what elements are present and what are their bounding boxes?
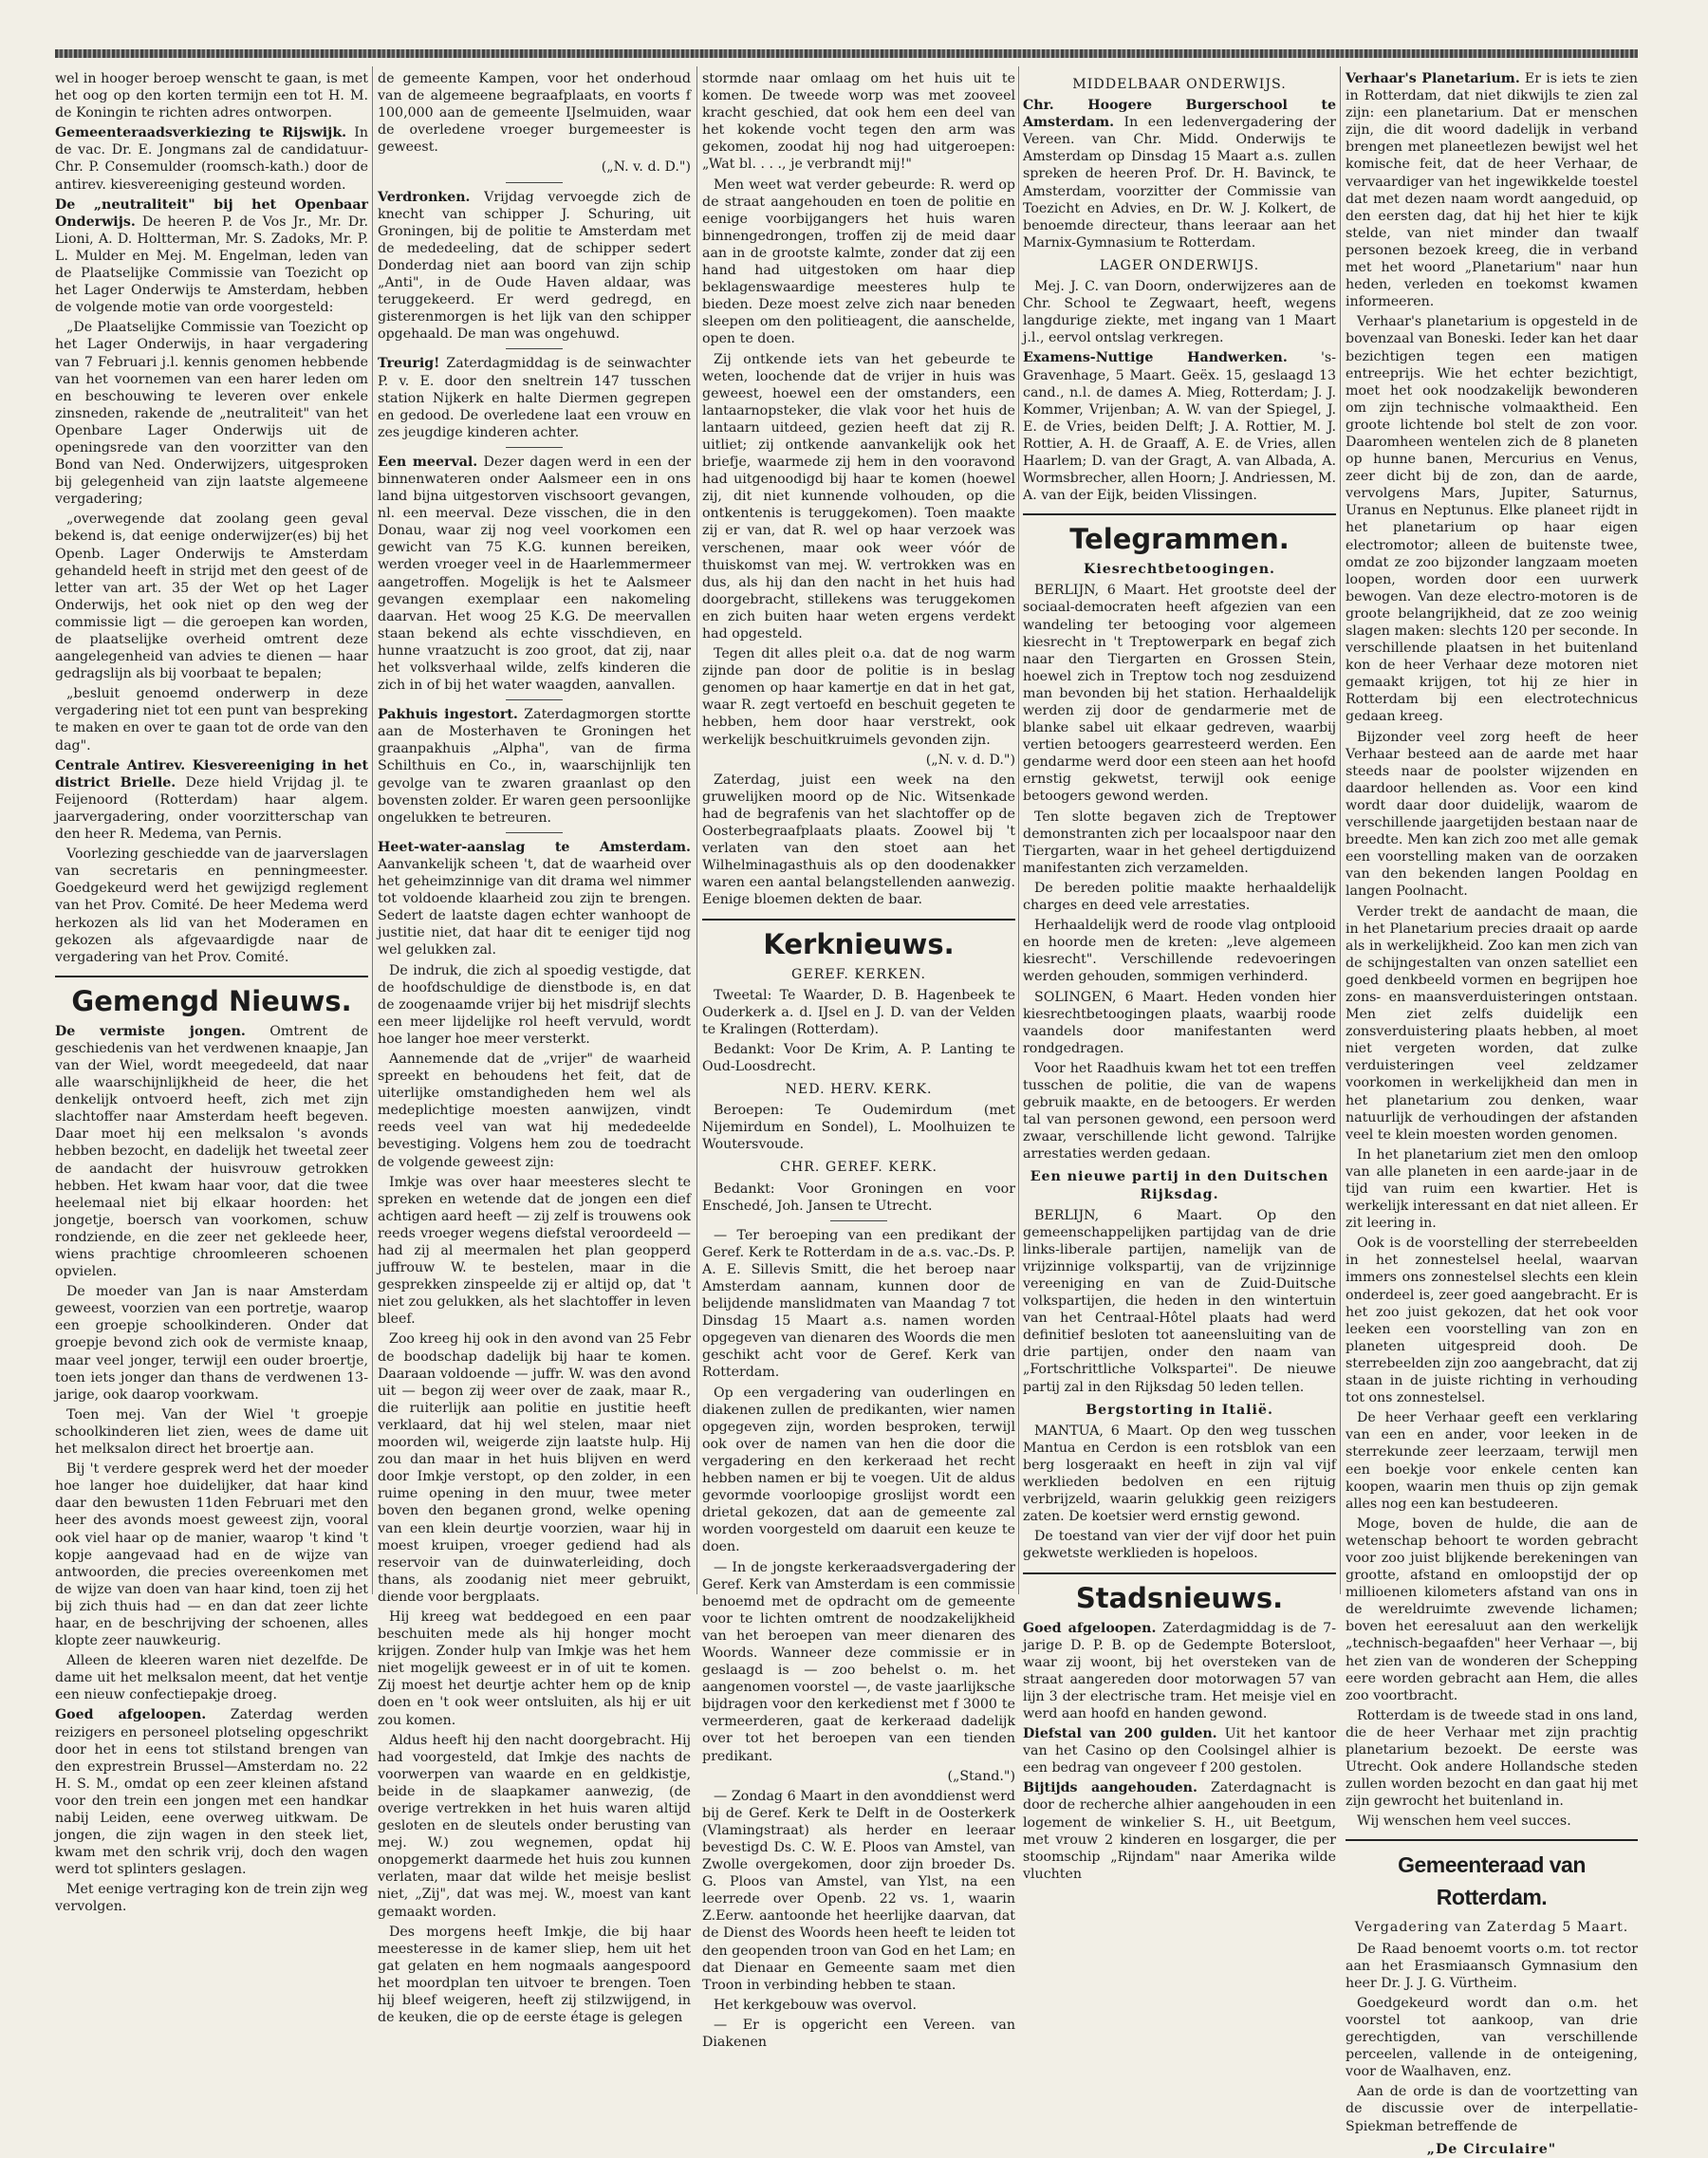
article-heading: Chr. Hoogere Burgerschool te Amsterdam. bbox=[1023, 98, 1336, 131]
article-text: Zaterdag werden reizigers en personeel plotseling opgeschrikt door het in eens tot stilstand brengen van den exprestrein Brussel—Amsterdam no. 22 H. S. M., omdat op een zeer kleinen afstand voor den trein een jongen met een handkar nabij Leiden, eene overweg uitkwam. De jongen, die zijn wagen in den steek liet, kwam met den schrik vrij, doch den wagen werd tot splinters geslagen. bbox=[55, 1707, 369, 1878]
subsection-heading: Een nieuwe partij in den Duitschen Rijksdag. bbox=[1030, 1169, 1329, 1202]
separator bbox=[506, 699, 563, 700]
column-5 bbox=[1346, 70, 1639, 2157]
paragraph: Toen mej. Van der Wiel 't groepje schoolkinderen liet zien, wees de dame uit het melksalon direct het broertje aan. bbox=[55, 1406, 368, 1458]
paragraph: Verder trekt de aandacht de maan, die in het Planetarium precies draait op aarde als in werkelijkheid. Zoo kan men zich van de schijngestalten van onzen satelliet een goed denkbeeld vormen en begrijpen hoe zons- en maansverduisteringen ontstaan. Men ziet zelfs duidelijk een zonsverduistering plaats hebben, al moet niet vergeten worden, dat zulke verduisteringen veel zeldzamer voorkomen in werkelijkheid dan men in het planetarium zou denken, waar natuurlijk de verhoudingen der afstanden veel te klein moesten worden genomen. bbox=[1346, 903, 1638, 1143]
paragraph: de gemeente Kampen, voor het onderhoud van de algemeene begraafplaats, en voorts f 100,000 aan de gemeente IJselmuiden, waar de overledene vroeger burgemeester is geweest. bbox=[378, 71, 691, 156]
subsection-heading: MIDDELBAAR ONDERWIJS. bbox=[1072, 77, 1287, 92]
article-diefstal bbox=[1023, 1725, 1336, 1777]
article-heading: Goed afgeloopen. bbox=[55, 1707, 207, 1723]
section-title-kerknieuws: Kerknieuws. bbox=[763, 927, 955, 960]
paragraph: — Er is opgericht een Vereen. van Diakenen bbox=[702, 2017, 1015, 2051]
paragraph: Des morgens heeft Imkje, die bij haar meesteresse in de kamer sliep, hem uit het gat gelaten en hem nogmaals aangespoord het moordplan ten uitvoer te brengen. Toen hij bleef weigeren, heeft zij stilzwijgend, in de keuken, die op de eerste étage is gelegen bbox=[378, 1924, 691, 2026]
paragraph: — Zondag 6 Maart in den avonddienst werd bij de Geref. Kerk te Delft in de Oosterkerk (Vlamingstraat) als herder en leeraar bevestigd Ds. C. W. E. Ploos van Amstel, van Zwolle overgekomen, door zijn broeder Ds. G. Ploos van Amstel, van Ylst, na een leerrede over Openb. 22 vs. 1, waarin Z.Eerw. aantoonde het heerlijke daarvan, dat de Dienst des Woords heen heeft te leiden tot den geopenden troon van God en het Lam; en dat Dienaar en Gemeente saam met dien Troon in verbinding hebben te staan. bbox=[702, 1788, 1015, 1993]
paragraph: Met eenige vertraging kon de trein zijn weg vervolgen. bbox=[55, 1882, 368, 1915]
meeting-date: Vergadering van Zaterdag 5 Maart. bbox=[1354, 1920, 1629, 1936]
article-heading: Gemeenteraadsverkiezing te Rijswijk. bbox=[55, 125, 347, 141]
article-text: Zaterdagmiddag is de seinwachter P. v. E. door den sneltrein 147 tusschen station Nijkerk en halte Diermen gegrepen en gedood. De overledene laat een vrouw en zes jeugdige kinderen achter. bbox=[378, 356, 691, 440]
article-heading: Een meerval. bbox=[378, 454, 478, 470]
article-brielle bbox=[55, 757, 368, 843]
paragraph: Men weet wat verder gebeurde: R. werd op de straat aangehouden en toen de politie en eenige voorbijgangers het huis waren binnengedrongen, troffen zij de meid daar aan in de grootste kalmte, zonder dat zij een hand had uitgestoken om haar diep beklagenswaardige meesteres hulp te bieden. Deze moest zelve zich naar beneden sleepen om den politieagent, die aanschelde, open te doen. bbox=[702, 177, 1015, 347]
column-2 bbox=[378, 70, 691, 2026]
section-title-telegrammen: Telegrammen. bbox=[1069, 523, 1290, 556]
paragraph: Ten slotte begaven zich de Treptower demonstranten zich per locaalspoor naar den Tiergarten, waar in het geheel dertigduizend manifestanten zich verzamelden. bbox=[1023, 809, 1336, 876]
paragraph: Zoo kreeg hij ook in den avond van 25 Febr de boodschap dadelijk bij haar te komen. Daaraan voldoende — juffr. W. was den avond uit — begon zij weer over de zaak, maar R., die ruiterlijk aan politie en justitie heeft verklaard, dat hij wel stelen, maar niet moorden wil, weigerde zijn laatste hulp. Hij zou dan maar in het huis blijven en werd door Imkje verstopt, op den zolder, in een ruime opening in den muur, twee meter boven den beganen grond, welke opening van een klein deurtje voorzien, waar hij in moest kruipen, vroeger gediend had als reservoir van de duinwaterleiding, doch thans, als zoodanig niet meer gebruikt, diende voor bergplaats. bbox=[378, 1331, 691, 1605]
column-divider bbox=[1018, 66, 1019, 1594]
article-heading: Diefstal van 200 gulden. bbox=[1023, 1726, 1217, 1742]
article-treurig bbox=[378, 355, 691, 440]
paragraph: Zaterdag, juist een week na den gruwelijken moord op de Nic. Witsenkade had de begrafenis van het slachtoffer op de Oosterbegraafplaats plaats. Zoowel bij 't verlaten van den stoet aan het Wilhelminagasthuis als op den doodenakker waren een aantal belangstellenden aanwezig. Eenige bloemen dekten de baar. bbox=[702, 772, 1015, 908]
article-planetarium bbox=[1346, 70, 1638, 310]
subsection-heading: Kiesrechtbetoogingen. bbox=[1084, 562, 1275, 578]
paragraph: De bereden politie maakte herhaaldelijk charges en deed vele arrestaties. bbox=[1023, 880, 1336, 914]
article-text: Zaterdagnacht is door de recherche alhier aangehouden in een logement de winkelier S. H., uit Beetgum, met vrouw 2 kinderen en losgarger, die per stoomschip „Rijndam" naar Amerika wilde vluchten bbox=[1023, 1780, 1336, 1882]
paragraph: Moge, boven de hulde, die aan de wetenschap behoort te worden gebracht voor zoo juist blijkende berekeningen van grootte, afstand en omloopstijd der op millioenen kilometers afstand van ons in de wereldruimte zwevende lichamen; boven het eeresaluut aan den werkelijk „technisch-begaafden" heer Verhaar —, bij het zien van de wonderen der Schepping eere worden gebracht aan Hem, die alles zoo voortbracht. bbox=[1346, 1516, 1638, 1703]
article-heading: Verdronken. bbox=[378, 189, 471, 205]
top-border bbox=[55, 49, 1638, 58]
paragraph: MANTUA, 6 Maart. Op den weg tusschen Mantua en Cerdon is een rotsblok van een berg losgeraakt en heeft in zijn val vijf werklieden bedolven en een rijtuig verbrijzeld, waarin gelukkig geen reizigers zaten. De koetsier werd ernstig gewond. bbox=[1023, 1423, 1336, 1525]
column-1 bbox=[55, 70, 369, 1915]
paragraph: Tegen dit alles pleit o.a. dat de nog warm zijnde pan door de politie is in beslag genomen op haar kamertje en dat in het gat, waar R. zegt vertoefd en beschuit gegeten te hebben, hem door haar verstrekt, ook werkelijk beschuitkruimels gevonden zijn. bbox=[702, 646, 1015, 748]
column-divider bbox=[1340, 66, 1341, 1594]
paragraph: stormde naar omlaag om het huis uit te komen. De tweede worp was met zooveel kracht geschied, dat ook hem een deel van het kokende vocht tegen den arm was gekomen, zoodat hij nog had uitgeroepen: „Wat bl. . . ., je verbrandt mij!" bbox=[702, 71, 1015, 173]
source-attribution: („N. v. d. D.") bbox=[925, 752, 1015, 768]
article-heading: De „neutraliteit" bij het Openbaar Onderwijs. bbox=[55, 196, 368, 230]
paragraph: Aan de orde is dan de voortzetting van de discussie over de interpellatie-Spiekman betreffende de bbox=[1346, 2084, 1638, 2134]
paragraph: Voor het Raadhuis kwam het tot een treffen tusschen de politie, die van de wapens gebruik maakte, en de betoogers. Er werden tal van personen gewond, een persoon werd zwaar, verschillende licht gewond. Talrijke arrestaties werden gedaan. bbox=[1023, 1060, 1336, 1163]
paragraph: Rotterdam is de tweede stad in ons land, die de heer Verhaar met zijn prachtig planetarium bezoekt. De eerste was Utrecht. Ook andere Hollandsche steden zullen worden bezocht en dan gaat hij met zijn gewrocht het buitenland in. bbox=[1346, 1707, 1638, 1810]
paragraph: Verhaar's planetarium is opgesteld in de bovenzaal van Boneski. Ieder kan het daar bezichtigen tegen een matigen entreeprijs. Wie het echter bezichtigt, moet het ook noodzakelijk bewonderen om zijn technische volmaaktheid. Een groote lichtende bol stelt de zon voor. Daaromheen wentelen zich de 8 planeten op hunne banen, Mercurius en Venus, zeer dicht bij de zon, dan de aarde, vervolgens Mars, Jupiter, Saturnus, Uranus en Neptunus. Elke planeet rijdt in het planetarium op haar eigen electromotor; alleen de buitenste twee, omdat ze zoo bijzonder langzaam moeten loopen, worden door een uurwerk bewogen. Van deze electro-motoren is de groote belangrijkheid, dat ze zoo weinig slagen maken: slechts 120 per seconde. In verschillende plaatsen in het buitenland kon de heer Verhaar deze motoren niet gemaakt krijgen, tot hij ze hier in Rotterdam bij een electrotechnicus gedaan kreeg. bbox=[1346, 314, 1638, 725]
article-heet-water-aanslag bbox=[378, 839, 691, 959]
section-rule bbox=[1023, 513, 1336, 515]
article-rijswijk bbox=[55, 124, 368, 193]
article-heading: Pakhuis ingestort. bbox=[378, 707, 518, 723]
paragraph: — In de jongste kerkeraadsvergadering der Geref. Kerk van Amsterdam is een commissie benoemd met de opdracht om de gemeente voor te lichten omtrent de noodzakelijkheid van het beroepen van meer dienaren des Woords. Wanneer deze commissie er in geslaagd is — zoo behelst o. m. het aangenomen voorstel —, de vaste jaarlijksche bijdragen voor den kerkedienst met f 3000 te vermeerderen, gaat de kerkeraad dadelijk over tot het beroepen van een tienden predikant. bbox=[702, 1559, 1015, 1764]
paragraph: De Raad benoemt voorts o.m. tot rector aan het Erasmiaansch Gymnasium den heer Dr. J. J. G. Vürtheim. bbox=[1346, 1941, 1638, 1991]
subsection-heading: GEREF. KERKEN. bbox=[791, 966, 926, 982]
article-heading: Verhaar's Planetarium. bbox=[1346, 71, 1520, 86]
paragraph: Op een vergadering van ouderlingen en diakenen zullen de predikanten, wier namen opgegeven zijn, worden besproken, terwijl ook over de namen van hen die door die vergadering en den kerkeraad het recht hebben namen er bij te voegen. Uit de aldus gevormde voorloopige groslijst wordt een drietal gekozen, dat aan de gemeente zal worden voorgesteld om daaruit een keuze te doen. bbox=[702, 1385, 1015, 1555]
paragraph: In het planetarium ziet men den omloop van alle planeten in een aarde-jaar in de tijd van ruim een kwartier. Het is werkelijk interessant en dat niet alleen. Er zit leering in. bbox=[1346, 1146, 1638, 1232]
column-4 bbox=[1023, 70, 1336, 1882]
section-title-gemeenteraad: Gemeenteraad van Rotterdam. bbox=[1398, 1852, 1586, 1910]
paragraph: De moeder van Jan is naar Amsterdam geweest, voorzien van een portretje, waarop een groepje schoolkinderen. Onder dat groepje bevond zich ook de vermiste knaap, maar veel jonger, terwijl een ouder broertje, toen iets jonger dan thans de verdwenen 13-jarige, ook daarop voorkwam. bbox=[55, 1284, 368, 1403]
article-heading: Bijtijds aangehouden. bbox=[1023, 1780, 1197, 1796]
article-heading: Centrale Antirev. Kiesvereeniging in het district Brielle. bbox=[55, 757, 368, 791]
article-neutraliteit bbox=[55, 196, 368, 317]
column-3 bbox=[702, 70, 1015, 2051]
paragraph: Zij ontkende iets van het gebeurde te weten, loochende dat de vrijer in huis was geweest, hoewel een der omstanders, een lantaarnopsteker, die vlak voor het huis de lantaarn uitdeed, gezien heeft dat zij R. uitliet; zij ontkende aanvankelijk ook het briefje, waarmede zij hem in den vooravond had uitgenoodigd bij haar te komen (hoewel zij, dit niet kunnende volhouden, op die ontkentenis is teruggekomen). Toen maakte zij er van, dat R. wel op haar verzoek was verschenen, maar ook weer vóór de thuiskomst van mej. W. vertrokken was en dus, als hij dan den nacht in het huis had doorgebracht, stillekens was teruggekomen en zich buiten haar weten ergens verdekt had opgesteld. bbox=[702, 351, 1015, 642]
article-pakhuis bbox=[378, 706, 691, 827]
paragraph: — Ter beroeping van een predikant der Geref. Kerk te Rotterdam in de a.s. vac.-Ds. P. A. E. Sillevis Smitt, die het beroep naar Amsterdam aannam, kunnen door de belijdende manslidmaten van Maandag 7 tot Dinsdag 15 Maart a.s. namen worden opgegeven van dienaren des Woords die men geschikt acht voor de Geref. Kerk van Rotterdam. bbox=[702, 1227, 1015, 1381]
section-rule bbox=[1023, 1572, 1336, 1574]
article-bijtijds bbox=[1023, 1779, 1336, 1883]
paragraph: Alleen de kleeren waren niet dezelfde. De dame uit het melksalon meent, dat het ventje een nieuw confectiepakje droeg. bbox=[55, 1653, 368, 1703]
subsection-heading: LAGER ONDERWIJS. bbox=[1099, 257, 1260, 273]
section-rule bbox=[1346, 1839, 1638, 1841]
paragraph: Bijzonder veel zorg heeft de heer Verhaar besteed aan de aarde met haar steeds naar de poolster wijzenden en daardoor hellenden as. Voor een kind wordt daar door duidelijk, waarom de verschillende jaargetijden bestaan naar de breedte. Men kan zich zoo met alle gemak een voorstelling maken van de oorzaken van den bekenden langen Pooldag en langen Poolnacht. bbox=[1346, 729, 1638, 900]
article-text: Uit het kantoor van het Casino op den Coolsingel alhier is een bedrag van ongeveer f 200 gestolen. bbox=[1023, 1726, 1336, 1777]
subsection-heading: Bergstorting in Italië. bbox=[1086, 1402, 1273, 1418]
section-rule bbox=[55, 976, 368, 977]
article-heading: Treurig! bbox=[378, 356, 440, 372]
separator bbox=[506, 447, 563, 448]
paragraph: Beroepen: Te Oudemirdum (met Nijemirdum en Sondel), L. Moolhuizen te Woutersvoude. bbox=[702, 1103, 1015, 1153]
paragraph: Hij kreeg wat beddegoed en een paar beschuiten mede als hij honger mocht krijgen. Zonder hulp van Imkje was het hem niet mogelijk geweest er in of uit te komen. Zij moest het deurtje achter hem op de knip doen en 't ook weer ontsluiten, als hij er uit zou komen. bbox=[378, 1609, 691, 1728]
article-verdronken bbox=[378, 189, 691, 344]
article-text: Aanvankelijk scheen 't, dat de waarheid over het geheimzinnige van dit drama wel nimmer tot voldoende klaarheid zou zijn te brengen. Sedert de laatste dagen echter wanhoopt de justitie niet, dat haar dit te eeniger tijd nog wel gelukken zal. bbox=[378, 856, 691, 958]
paragraph: Bij 't verdere gesprek werd het der moeder hoe langer hoe duidelijker, dat haar kind daar den bewusten 11den Februari met den heer des avonds moest geweest zijn, vooral ook viel haar op de manier, waarop 't kind 't kopje aangevaad had en de wijze van antwoorden, die precies overeenkomen met de wijze van doen van haar kind, toen zij het bij zich thuis had — en dan dat zeer lichte haar, en de beschrijving der schoenen, alles klopte zeer nauwkeurig. bbox=[55, 1461, 368, 1649]
separator bbox=[830, 1220, 887, 1221]
paragraph: Tweetal: Te Waarder, D. B. Hagenbeek te Ouderkerk a. d. IJsel en J. D. van der Velden te Kralingen (Rotterdam). bbox=[702, 987, 1015, 1037]
paragraph: De heer Verhaar geeft een verklaring van een en ander, voor leeken in de sterrekunde zeer leerzaam, terwijl men een boekje voor enkele centen kan koopen, waarin men thuis op zijn gemak alles nog een kan bestudeeren. bbox=[1346, 1410, 1638, 1512]
paragraph: BERLIJN, 6 Maart. Het grootste deel der sociaal-democraten heeft afgezien van een wandeling ter betooging voor algemeen kiesrecht in 't Treptowerpark en begaf zich naar den Tiergarten en Grossen Stein, hoewel zich in Treptow toch nog zesduizend man bevonden bij het station. Herhaaldelijk werden zij door de gendarmerie met de blanke sabel uit elkaar gedreven, waarbij vertien betoogers gearresteerd werden. Een gendarme werd door een steen aan het hoofd ernstig gekwetst, terwijl ook eenige betoogers gewond werden. bbox=[1023, 583, 1336, 805]
article-text: In de vac. Dr. E. Jongmans zal de candidatuur-Chr. P. Consemulder (roomsch-kath.) door de antirev. kiesvereeniging gesteund worden. bbox=[55, 125, 368, 193]
article-text: De heeren P. de Vos Jr., Mr. Dr. Lioni, A. D. Holtterman, Mr. S. Zadoks, Mr. P. L. Mulder en Mej. M. Engelman, leden van de Plaatselijke Commissie van Toezicht op het Lager Onderwijs te Amsterdam, hebben de volgende motie van orde voorgesteld: bbox=[55, 214, 368, 316]
article-text: Er is iets te zien in Rotterdam, dat niet dikwijls te zien zal zijn: een planetarium. Dat er menschen zijn, die dit woord dadelijk in verband brengen met planeetlezen bewijst wel het komische feit, dat de heer Verhaar, de vervaardiger van het ingewikkelde toestel dat met dezen naam wordt aangeduid, op den eersten dag, dat hij het hier te kijk stelde, van niet minder dan twaalf personen bezoek kreeg, die in verband met het woord „Planetarium" naar hun heden, verleden en toekomst kwamen informeeren. bbox=[1346, 71, 1639, 310]
column-divider bbox=[696, 66, 697, 1594]
separator bbox=[506, 182, 563, 183]
paragraph: Voorlezing geschiedde van de jaarverslagen van secretaris en penningmeester. Goedgekeurd werd het gewijzigd reglement van het Prov. Comité. De heer Medema werd herkozen als lid van het Moderamen en gekozen als afgevaardigde naar de vergadering van het Prov. Comité. bbox=[55, 846, 368, 965]
subsection-heading: CHR. GEREF. KERK. bbox=[779, 1160, 938, 1176]
column-divider bbox=[372, 66, 373, 1594]
separator bbox=[506, 348, 563, 349]
paragraph: „overwegende dat zoolang geen geval bekend is, dat eenige onderwijzer(es) bij het Openb. Lager Onderwijs te Amsterdam gehandeld heeft in strijd met den geest of de letter van art. 35 der Wet op het Lager Onderwijs, het ook niet op den weg der commissie ligt — die geroepen kan worden, de plaatselijke overheid omtrent deze aangelegenheid van advies te dienen — haar gedragslijn als bij voorbaat te bepalen; bbox=[55, 512, 368, 682]
article-text: Zaterdagmiddag is de 7-jarige D. P. B. op de Gedempte Botersloot, waar zij woont, bij het oversteken van de straat aangereden door motorwagen 57 van lijn 3 der electrische tram. Het meisje viel en werd aan hoofd en handen gewond. bbox=[1023, 1620, 1336, 1721]
article-text: Dezer dagen werd in een der binnenwateren onder Aalsmeer een in ons land bijna uitgestorven vischsoort gevangen, nl. een meerval. Deze visschen, die in den Donau, waar zij nog veel voorkomen een gewicht van 75 K.G. kunnen bereiken, werden vroeger veel in de Haarlemmermeer aangetroffen. Mogelijk is het te Aalsmeer gevangen exemplaar een nakomeling daarvan. Het woog 25 K.G. De meervallen staan bekend als echte visschdieven, en hunne vraatzucht is zoo groot, dat zij, naar het volksverhaal wilde, zelfs kinderen die zich in of bij het water waagden, aanvallen. bbox=[378, 454, 691, 694]
article-heading: Heet-water-aanslag te Amsterdam. bbox=[378, 839, 691, 855]
paragraph: Aldus heeft hij den nacht doorgebracht. Hij had voorgesteld, dat Imkje des nachts de voorwerpen van waarde en en geldkistje, beide in de slaapkamer aanwezig, (de overige vertrekken in het huis waren altijd gesloten en de sleutels onder berusting van mej. W.) zou wegnemen, opdat hij onopgemerkt daarmede het huis zou kunnen verlaten, maar dat wilde het meisje beslist niet, „Zij", dat was mej. W., moest van kant gemaakt worden. bbox=[378, 1732, 691, 1920]
section-rule bbox=[702, 919, 1015, 921]
source-attribution: („Stand.") bbox=[947, 1768, 1015, 1784]
article-heading: Goed afgeloopen. bbox=[1023, 1620, 1157, 1636]
paragraph: „De Plaatselijke Commissie van Toezicht op het Lager Onderwijs, in haar vergadering van 7 Februari j.l. kennis genomen hebbende van het voornemen van een harer leden om en beschouwing te leveren over enkele zinsneden, rakende de „neutraliteit" van het Openbare Lager Onderwijs uit de openingsrede van den voorzitter van den Bond van Ned. Onderwijzers, uitgesproken bij gelegenheid van zijn laatste algemeene vergadering; bbox=[55, 320, 368, 508]
subsection-heading: NED. HERV. KERK. bbox=[785, 1082, 933, 1098]
article-text: Omtrent de geschiedenis van het verdwenen knaapje, Jan van der Wiel, wordt meegedeeld, dat naar alle waarschijnlijkheid de heer, die het denkelijk ontvoerd heeft, zich met zijn slachtoffer naar Amsterdam heeft begeven. Daar moet hij een melksalon 's avonds hebben bezocht, en dadelijk het tweetal zeer de aandacht der huisvrouw getrokken hebben. Het kwam haar voor, dat die twee heelemaal niet bij elkaar hoorden: het jongetje, boersch van voorkomen, schuw rondziende, en die zeer net gekleede heer, wiens prachtige chroomleeren schoenen opvielen. bbox=[55, 1023, 368, 1280]
paragraph: De toestand van vier der vijf door het puin gekwetste werklieden is hopeloos. bbox=[1023, 1529, 1336, 1562]
article-examens bbox=[1023, 349, 1336, 504]
article-goed-afgeloopen bbox=[1023, 1620, 1336, 1723]
paragraph: Bedankt: Voor De Krim, A. P. Lanting te Oud-Loosdrecht. bbox=[702, 1041, 1015, 1074]
paragraph: wel in hooger beroep wenscht te gaan, is met het oog op den korten termijn een tot H. M. de Koningin te richten adres ontworpen. bbox=[55, 71, 368, 121]
section-title-stadsnieuws: Stadsnieuws. bbox=[1075, 1581, 1284, 1614]
paragraph: Het kerkgebouw was overvol. bbox=[714, 1997, 917, 2013]
article-heading: Examens-Nuttige Handwerken. bbox=[1023, 350, 1288, 366]
paragraph: Wij wenschen hem veel succes. bbox=[1357, 1814, 1571, 1830]
paragraph: Bedankt: Voor Groningen en voor Enschedé, Joh. Jansen te Utrecht. bbox=[702, 1181, 1015, 1214]
paragraph: SOLINGEN, 6 Maart. Heden vonden hier kiesrechtbetoogingen plaats, waarbij roode vaandels door manifestanten werd rondgedragen. bbox=[1023, 989, 1336, 1056]
paragraph: BERLIJN, 6 Maart. Op den gemeenschappelijken partijdag van de drie links-liberale partijen, namelijk van de vrijzinnige volkspartij, van de vrijzinnige vereeniging en van de Zuid-Duitsche volkspartijen, die heden in den wintertuin van het Centraal-Hôtel plaats had werd definitief besloten tot aaneensluiting van de drie partijen, onder den naam van „Fortschrittliche Volkspartei". De nieuwe partij zal in den Rijksdag 50 leden tellen. bbox=[1023, 1207, 1336, 1395]
subsection-heading: „De Circulaire" bbox=[1426, 2141, 1557, 2157]
paragraph: Herhaaldelijk werd de roode vlag ontplooid en hoorde men de kreten: „leve algemeen kiesrecht". Verschillende redevoeringen werden gehouden, sommigen verhinderd. bbox=[1023, 918, 1336, 985]
paragraph: De indruk, die zich al spoedig vestigde, dat de hoofdschuldige de dienstbode is, en dat de zoogenaamde vrijer bij het misdrijf slechts een meer lijdelijke rol heeft vervuld, wordt hoe langer hoe meer versterkt. bbox=[378, 962, 691, 1047]
source-attribution: („N. v. d. D.") bbox=[601, 159, 691, 176]
article-text: Vrijdag vervoegde zich de knecht van schipper J. Schuring, uit Groningen, bij de politie te Amsterdam met de mededeeling, dat de schipper sedert Donderdag niet aan boord van zijn schip „Anti", in de Oude Haven aldaar, was teruggekeerd. Er werd gedregd, en gisterenmorgen is het lijk van den schipper opgehaald. De man was ongehuwd. bbox=[378, 189, 691, 343]
article-text: Zaterdagmorgen stortte aan de Mosterhaven te Groningen het graanpakhuis „Alpha", van de firma Schilthuis en Co., in, waarschijnlijk ten gevolge van te zwaren graanlast op den bovensten zolder. Er waren geen persoonlijke ongelukken te betreuren. bbox=[378, 707, 691, 826]
section-title-gemengd-nieuws: Gemengd Nieuws. bbox=[71, 984, 352, 1017]
paragraph: „besluit genoemd onderwerp in deze vergadering niet tot een punt van bespreking te maken en over te gaan tot de orde van den dag". bbox=[55, 686, 368, 753]
article-text: 's-Gravenhage, 5 Maart. Geëx. 15, geslaagd 13 cand., n.l. de dames A. Mieg, Rotterdam; J. J. Kommer, Vrijenban; A. W. van der Spiegel, J. E. de Vries, beiden Delft; J. A. Rottier, M. J. Rottier, A. H. de Graaff, A. E. de Vries, allen Haarlem; D. van der Gragt, A. van Albada, A. Wormsbrecher, allen Hoorn; J. Andriessen, M. A. van der Eijk, beiden Vlissingen. bbox=[1023, 350, 1336, 504]
article-goed-afgeloopen bbox=[55, 1706, 368, 1878]
paragraph: Mej. J. C. van Doorn, onderwijzeres aan de Chr. School te Zegwaart, heeft, wegens langdurige ziekte, met ingang van 1 Maart j.l., eervol ontslag verkregen. bbox=[1023, 279, 1336, 346]
paragraph: Ook is de voorstelling der sterrebeelden in het zonnestelsel heelal, waarvan immers ons zonnestelsel slechts een klein onderdeel is, zeer goed aangebracht. Er is het zoo juist gekozen, dat het ook voor leeken een voorstelling van zon en planeten uitgespreid dooh. De sterrebeelden zijn zoo aangebracht, dat zij staan in de juiste richting in verhouding tot ons zonnestelsel. bbox=[1346, 1236, 1638, 1406]
article-text: In een ledenvergadering der Vereen. van Chr. Midd. Onderwijs te Amsterdam op Dinsdag 15 Maart a.s. zullen spreken de heeren Prof. Dr. H. Bavinck, te Amsterdam, voorzitter der Commissie van Toezicht en Advies, en Dr. W. J. Kolkert, de benoemde directeur, thans leeraar aan het Marnix-Gymnasium te Rotterdam. bbox=[1023, 115, 1336, 251]
separator bbox=[506, 832, 563, 833]
article-meerval bbox=[378, 454, 691, 694]
paragraph: Imkje was over haar meesteres slecht te spreken en wetende dat de jongen een dief achtigen aard heeft — zij zelf is trouwens ook reeds vroeger wegens diefstal veroordeeld — had zij al meermalen het plan geopperd juffrouw W. te bestelen, maar in die gesprekken zinspeelde zij er altijd op, dat 't niet zou gelukken, als het slachtoffer in leven bleef. bbox=[378, 1174, 691, 1328]
article-heading: De vermiste jongen. bbox=[55, 1023, 246, 1039]
paragraph: Goedgekeurd wordt dan o.m. het voorstel tot aankoop, van drie gerechtigden, van verschillende perceelen, vallende in de onteigening, voor de Waalhaven, enz. bbox=[1346, 1995, 1638, 2080]
paragraph: Aannemende dat de „vrijer" de waarheid spreekt en behoudens het feit, dat de uiterlijke omstandigheden hem wel als medeplichtige moesten aanwijzen, vindt reeds veel van wat hij mededeelde bevestiging. Volgens hem zou de toedracht de volgende geweest zijn: bbox=[378, 1051, 691, 1170]
article-hbs bbox=[1023, 97, 1336, 251]
article-vermiste-jongen bbox=[55, 1023, 368, 1280]
article-text: Deze hield Vrijdag jl. te Feijenoord (Rotterdam) haar algem. jaarvergadering, onder voorzitterschap van den heer R. Medema, van Pernis. bbox=[55, 774, 368, 843]
